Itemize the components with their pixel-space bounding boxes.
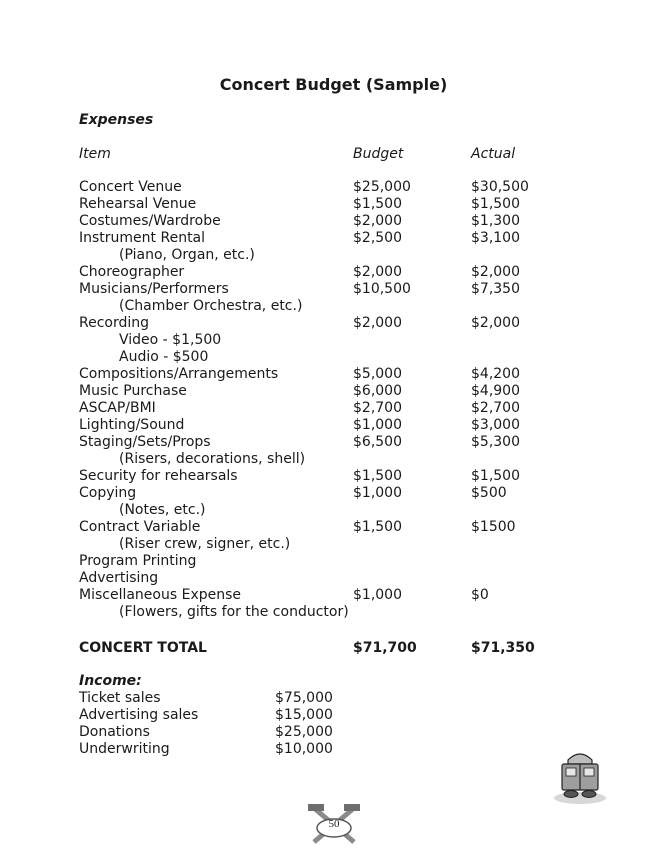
expense-item: (Piano, Organ, etc.) xyxy=(119,247,255,263)
page-title: Concert Budget (Sample) xyxy=(219,75,448,94)
expense-item: ASCAP/BMI xyxy=(79,400,156,416)
expense-item: Compositions/Arrangements xyxy=(79,366,279,382)
expense-actual: $4,200 xyxy=(471,366,520,382)
expense-row xyxy=(79,383,599,400)
column-header-item: Item xyxy=(79,146,111,162)
expense-subnote xyxy=(79,247,599,264)
expense-actual: $2,000 xyxy=(471,264,520,280)
expense-subnote xyxy=(79,502,599,519)
expense-row xyxy=(79,315,599,332)
income-label: Donations xyxy=(79,724,150,740)
column-header-budget: Budget xyxy=(353,146,404,162)
expense-row xyxy=(79,196,599,213)
expense-budget: $1,000 xyxy=(353,587,402,603)
expense-table xyxy=(79,179,599,621)
expense-item: Choreographer xyxy=(79,264,185,280)
expense-row xyxy=(79,485,599,502)
expense-actual: $5,300 xyxy=(471,434,520,450)
income-amount: $75,000 xyxy=(275,690,333,706)
income-label: Advertising sales xyxy=(79,707,199,723)
expense-budget: $6,000 xyxy=(353,383,402,399)
expense-item: Recording xyxy=(79,315,150,331)
expense-budget: $10,500 xyxy=(353,281,411,297)
expense-item: Musicians/Performers xyxy=(79,281,229,297)
expense-item: Audio - $500 xyxy=(119,349,209,365)
expense-actual: $2,000 xyxy=(471,315,520,331)
expense-actual: $4,900 xyxy=(471,383,520,399)
income-heading: Income: xyxy=(79,673,142,689)
expense-item: Program Printing xyxy=(79,553,197,569)
expense-budget: $2,700 xyxy=(353,400,402,416)
expense-actual: $2,700 xyxy=(471,400,520,416)
expense-actual: $500 xyxy=(471,485,507,501)
expense-item: Copying xyxy=(79,485,137,501)
income-label: Ticket sales xyxy=(79,690,161,706)
expense-budget: $2,500 xyxy=(353,230,402,246)
income-table xyxy=(79,690,379,758)
expense-row xyxy=(79,434,599,451)
reading-mascot-icon xyxy=(548,746,612,806)
expense-row xyxy=(79,553,599,570)
expense-row xyxy=(79,587,599,604)
expense-budget: $1,000 xyxy=(353,417,402,433)
income-label: Underwriting xyxy=(79,741,170,757)
expense-subnote xyxy=(79,332,599,349)
expense-item: (Notes, etc.) xyxy=(119,502,206,518)
column-header-actual: Actual xyxy=(471,146,516,162)
income-amount: $15,000 xyxy=(275,707,333,723)
expense-budget: $2,000 xyxy=(353,264,402,280)
expense-actual: $1500 xyxy=(471,519,516,535)
expense-actual: $3,100 xyxy=(471,230,520,246)
expense-row xyxy=(79,417,599,434)
expense-actual: $3,000 xyxy=(471,417,520,433)
income-row xyxy=(79,724,379,741)
expense-item: Advertising xyxy=(79,570,159,586)
expense-row xyxy=(79,264,599,281)
expense-item: Concert Venue xyxy=(79,179,182,195)
expense-item: Miscellaneous Expense xyxy=(79,587,242,603)
expense-row xyxy=(79,519,599,536)
expense-actual: $1,500 xyxy=(471,468,520,484)
expense-item: (Risers, decorations, shell) xyxy=(119,451,306,467)
expense-budget: $1,500 xyxy=(353,468,402,484)
expense-row xyxy=(79,230,599,247)
expense-actual: $0 xyxy=(471,587,489,603)
expense-item: (Chamber Orchestra, etc.) xyxy=(119,298,303,314)
expense-actual: $1,300 xyxy=(471,213,520,229)
expense-subnote xyxy=(79,604,599,621)
expense-item: Staging/Sets/Props xyxy=(79,434,211,450)
income-row xyxy=(79,741,379,758)
expenses-heading: Expenses xyxy=(79,112,154,128)
expense-budget: $1,000 xyxy=(353,485,402,501)
expense-item: Costumes/Wardrobe xyxy=(79,213,221,229)
expense-item: (Riser crew, signer, etc.) xyxy=(119,536,291,552)
expense-budget: $1,500 xyxy=(353,196,402,212)
expense-item: Video - $1,500 xyxy=(119,332,222,348)
income-amount: $10,000 xyxy=(275,741,333,757)
total-budget: $71,700 xyxy=(353,640,417,656)
expense-item: (Flowers, gifts for the conductor) xyxy=(119,604,349,620)
expense-budget: $5,000 xyxy=(353,366,402,382)
expense-actual: $7,350 xyxy=(471,281,520,297)
expense-row xyxy=(79,468,599,485)
expense-row xyxy=(79,570,599,587)
total-actual: $71,350 xyxy=(471,640,535,656)
expense-row xyxy=(79,179,599,196)
page-number: 50 xyxy=(328,818,340,830)
expense-item: Security for rehearsals xyxy=(79,468,238,484)
income-row xyxy=(79,690,379,707)
income-row xyxy=(79,707,379,724)
expense-row xyxy=(79,213,599,230)
expense-actual: $30,500 xyxy=(471,179,529,195)
income-amount: $25,000 xyxy=(275,724,333,740)
expense-item: Lighting/Sound xyxy=(79,417,185,433)
expense-budget: $1,500 xyxy=(353,519,402,535)
expense-actual: $1,500 xyxy=(471,196,520,212)
expense-budget: $2,000 xyxy=(353,315,402,331)
expense-item: Contract Variable xyxy=(79,519,201,535)
expense-subnote xyxy=(79,298,599,315)
expense-subnote xyxy=(79,536,599,553)
expense-item: Music Purchase xyxy=(79,383,187,399)
expense-row xyxy=(79,281,599,298)
expense-item: Instrument Rental xyxy=(79,230,206,246)
expense-row xyxy=(79,400,599,417)
expense-budget: $2,000 xyxy=(353,213,402,229)
concert-total-row xyxy=(79,639,599,657)
expense-budget: $6,500 xyxy=(353,434,402,450)
expense-subnote xyxy=(79,451,599,468)
expense-row xyxy=(79,366,599,383)
total-label: CONCERT TOTAL xyxy=(79,640,207,656)
expense-item: Rehearsal Venue xyxy=(79,196,197,212)
expense-budget: $25,000 xyxy=(353,179,411,195)
expense-subnote xyxy=(79,349,599,366)
